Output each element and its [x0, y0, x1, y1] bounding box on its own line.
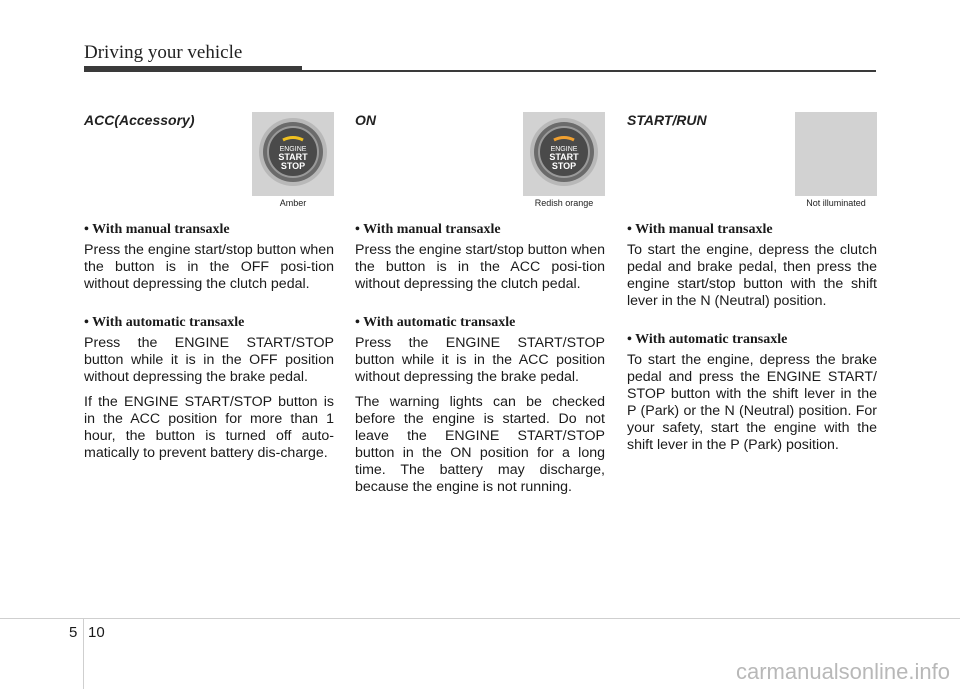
button-figure-not-illuminated [795, 112, 877, 210]
page-number: 10 [88, 624, 105, 641]
button-text-start: START [549, 152, 579, 162]
section-body [355, 222, 605, 504]
button-text-stop: STOP [551, 161, 577, 171]
footer-divider [83, 618, 84, 689]
subheading-automatic: • With automatic transaxle [84, 315, 245, 330]
paragraph: Press the ENGINE START/STOP button while it is in the OFF position without depressing the brake pedal. [84, 335, 334, 385]
figure-caption: Amber [252, 196, 334, 210]
section-title: ON [355, 112, 376, 128]
button-text-start: START [278, 152, 308, 162]
header-rule-thin [302, 70, 876, 72]
button-text-engine: ENGINE [550, 146, 578, 153]
section-title: ACC(Accessory) [84, 112, 195, 128]
subheading-manual: • With manual transaxle [84, 222, 230, 237]
engine-start-button-icon [257, 116, 329, 188]
subheading-automatic: • With automatic transaxle [355, 315, 516, 330]
header-rule-thick [84, 66, 302, 72]
paragraph: If the ENGINE START/STOP button is in the ACC position for more than 1 hour, the button is turned off auto-matically to prevent battery dis-charge. [84, 394, 334, 461]
watermark-link[interactable]: carmanualsonline.info [735, 659, 950, 684]
subheading-manual: • With manual transaxle [627, 222, 773, 237]
paragraph: Press the engine start/stop button when the button is in the ACC posi-tion without depressing the clutch pedal. [355, 242, 606, 292]
button-figure-orange [523, 112, 605, 210]
section-body [84, 222, 334, 470]
subheading-automatic: • With automatic transaxle [627, 332, 788, 347]
footer-rule [0, 618, 960, 619]
button-text-engine: ENGINE [279, 146, 307, 153]
paragraph: Press the ENGINE START/STOP button while it is in the ACC position without depressing the brake pedal. [355, 335, 605, 385]
chapter-number: 5 [69, 624, 78, 641]
section-body [627, 222, 877, 462]
subheading-manual: • With manual transaxle [355, 222, 501, 237]
figure-caption: Redish orange [523, 196, 605, 210]
button-figure-amber [252, 112, 334, 210]
figure-caption: Not illuminated [795, 196, 877, 210]
chapter-title: Driving your vehicle [84, 42, 243, 63]
paragraph: To start the engine, depress the clutch pedal and brake pedal, then press the engine start/stop button with the shift lever in the N (Neutral) position. [627, 242, 877, 309]
paragraph: Press the engine start/stop button when the button is in the OFF posi-tion without depressing the clutch pedal. [84, 242, 335, 292]
section-title: START/RUN [627, 112, 707, 128]
paragraph: The warning lights can be checked before the engine is started. Do not leave the ENGINE START/STOP button in the ON position for a long time. The battery may discharge, because the engine is not running. [355, 394, 605, 495]
engine-start-button-icon [528, 116, 600, 188]
button-text-stop: STOP [280, 161, 306, 171]
paragraph: To start the engine, depress the brake pedal and press the ENGINE START/ STOP button with the shift lever in the P (Park) or the N (Neutral) position. For your safety, start the engine with the shift lever in the P (Park) position. [627, 352, 877, 453]
